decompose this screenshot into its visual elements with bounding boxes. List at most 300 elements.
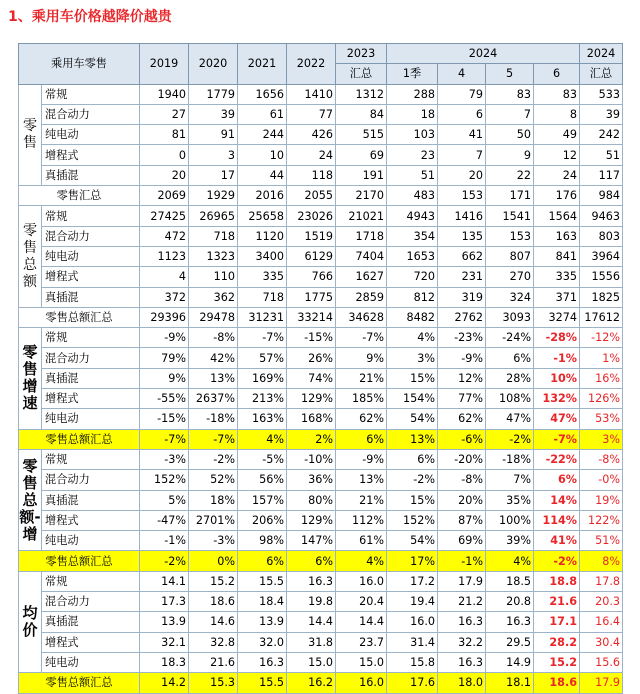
table-cell: -9% [336,449,387,469]
table-cell: 718 [189,226,238,246]
table-cell: 15.8 [387,652,438,672]
table-cell: 152% [140,470,189,490]
header-year: 2019 [140,44,189,85]
total-cell: 14.2 [140,673,189,693]
table-cell: 23026 [287,206,336,226]
table-cell: -28% [534,328,580,348]
total-row [19,551,623,571]
total-cell: 33214 [287,307,336,327]
table-cell: 718 [238,287,287,307]
table-cell: -1% [534,348,580,368]
table-cell: 1120 [238,226,287,246]
table-cell: 15.2 [189,571,238,591]
total-cell: 6% [336,429,387,449]
table-cell: 515 [336,125,387,145]
table-cell: 16% [580,368,623,388]
table-cell: 807 [486,246,534,266]
table-cell: 9% [140,368,189,388]
total-cell: 2069 [140,186,189,206]
table-cell: 152% [387,510,438,530]
table-cell: 44 [238,165,287,185]
row-label: 混合动力 [42,592,140,612]
total-cell: 3% [580,429,623,449]
table-cell: 371 [534,287,580,307]
total-cell: -6% [438,429,486,449]
table-cell: 168% [287,409,336,429]
table-cell: -5% [238,449,287,469]
table-cell: 87% [438,510,486,530]
table-cell: -0% [580,470,623,490]
table-cell: 15.5 [238,571,287,591]
table-row [19,531,623,551]
total-cell: 2170 [336,186,387,206]
total-cell: 2055 [287,186,336,206]
table-cell: 154% [387,389,438,409]
table-cell: -15% [287,328,336,348]
header-quarter: 1季 [387,64,438,84]
total-label: 零售总额汇总 [19,551,140,571]
total-cell: 2762 [438,307,486,327]
total-row [19,673,623,693]
total-cell: -1% [438,551,486,571]
table-cell: -3% [140,449,189,469]
row-label: 常规 [42,206,140,226]
table-cell: -18% [189,409,238,429]
table-cell: 1541 [486,206,534,226]
table-cell: 3964 [580,246,623,266]
header-corner: 乘用车零售 [19,44,140,85]
table-cell: 812 [387,287,438,307]
table-cell: 23.7 [336,632,387,652]
table-cell: 2701% [189,510,238,530]
table-row [19,84,623,104]
total-cell: 31231 [238,307,287,327]
table-cell: 28.2 [534,632,580,652]
table-cell: 57% [238,348,287,368]
table-row [19,510,623,530]
total-label: 零售总额汇总 [19,307,140,327]
table-cell: 21.2 [438,592,486,612]
header-summary-2024: 汇总 [580,64,623,84]
table-cell: 26965 [189,206,238,226]
table-cell: 270 [486,267,534,287]
table-cell: 32.8 [189,632,238,652]
table-row [19,368,623,388]
table-cell: 1123 [140,246,189,266]
table-cell: 132% [534,389,580,409]
header-year-2023: 2023 [336,44,387,64]
table-cell: 1556 [580,267,623,287]
table-cell: 21.6 [534,592,580,612]
table-cell: 1% [580,348,623,368]
table-cell: 7 [486,104,534,124]
table-cell: 32.0 [238,632,287,652]
row-label: 混合动力 [42,470,140,490]
table-cell: 7 [438,145,486,165]
table-cell: 62% [336,409,387,429]
row-label: 混合动力 [42,104,140,124]
total-cell: 171 [486,186,534,206]
table-row [19,145,623,165]
total-cell: -7% [534,429,580,449]
table-cell: 17.3 [140,592,189,612]
table-cell: 25658 [238,206,287,226]
header-month: 5 [486,64,534,84]
table-cell: 16.3 [238,652,287,672]
row-label: 真插混 [42,490,140,510]
table-cell: 18.5 [486,571,534,591]
table-cell: 42% [189,348,238,368]
table-cell: 15.6 [580,652,623,672]
table-cell: 21.6 [189,652,238,672]
row-label: 混合动力 [42,226,140,246]
table-cell: 1416 [438,206,486,226]
table-cell: 29.5 [486,632,534,652]
total-cell: 34628 [336,307,387,327]
table-row [19,470,623,490]
group-label: 均 价 [19,571,42,672]
table-cell: 185% [336,389,387,409]
total-cell: 18.0 [438,673,486,693]
row-label: 纯电动 [42,531,140,551]
total-cell: 15.5 [238,673,287,693]
table-row [19,612,623,632]
table-cell: 112% [336,510,387,530]
total-cell: 6% [287,551,336,571]
total-cell: 3274 [534,307,580,327]
table-cell: 108% [486,389,534,409]
total-cell: 8482 [387,307,438,327]
table-cell: 3400 [238,246,287,266]
table-cell: 17.2 [387,571,438,591]
table-cell: 27 [140,104,189,124]
total-cell: 3093 [486,307,534,327]
table-cell: 32.2 [438,632,486,652]
header-month: 4 [438,64,486,84]
table-cell: 472 [140,226,189,246]
table-cell: 47% [534,409,580,429]
table-cell: 18.8 [534,571,580,591]
row-label: 增程式 [42,145,140,165]
table-cell: 53% [580,409,623,429]
table-cell: 13% [336,470,387,490]
table-cell: 16.3 [438,612,486,632]
total-cell: -2% [140,551,189,571]
row-label: 真插混 [42,368,140,388]
table-cell: 18.6 [189,592,238,612]
table-cell: 1519 [287,226,336,246]
table-cell: 52% [189,470,238,490]
table-cell: 15% [387,368,438,388]
table-cell: 153 [486,226,534,246]
table-cell: 15.2 [534,652,580,672]
table-cell: 19.8 [287,592,336,612]
table-cell: 319 [438,287,486,307]
total-cell: 13% [387,429,438,449]
table-cell: 2637% [189,389,238,409]
row-label: 常规 [42,449,140,469]
table-cell: 662 [438,246,486,266]
total-cell: -7% [140,429,189,449]
table-cell: 84 [336,104,387,124]
table-cell: 1312 [336,84,387,104]
group-label: 零 售 [19,84,42,185]
table-cell: 129% [287,510,336,530]
total-label: 零售总额汇总 [19,673,140,693]
table-cell: 51 [580,145,623,165]
total-row [19,186,623,206]
total-cell: 17612 [580,307,623,327]
table-cell: 118 [287,165,336,185]
table-row [19,571,623,591]
total-cell: 17.9 [580,673,623,693]
table-cell: 83 [486,84,534,104]
table-cell: 354 [387,226,438,246]
row-label: 纯电动 [42,125,140,145]
total-cell: 153 [438,186,486,206]
table-cell: 129% [287,389,336,409]
table-cell: 14% [534,490,580,510]
table-cell: 24 [534,165,580,185]
total-cell: 8% [580,551,623,571]
table-cell: 50 [486,125,534,145]
row-label: 纯电动 [42,246,140,266]
table-cell: 0 [140,145,189,165]
table-cell: 103 [387,125,438,145]
table-cell: 13.9 [238,612,287,632]
table-cell: 26% [287,348,336,368]
total-cell: -2% [534,551,580,571]
table-cell: 841 [534,246,580,266]
total-cell: 29478 [189,307,238,327]
table-cell: 61% [336,531,387,551]
table-cell: 21021 [336,206,387,226]
table-cell: 14.4 [336,612,387,632]
row-label: 常规 [42,571,140,591]
row-label: 增程式 [42,632,140,652]
table-cell: 6129 [287,246,336,266]
table-cell: 1718 [336,226,387,246]
table-cell: 39 [189,104,238,124]
table-cell: 31.8 [287,632,336,652]
total-label: 零售汇总 [19,186,140,206]
total-cell: -2% [486,429,534,449]
table-cell: -10% [287,449,336,469]
table-cell: 288 [387,84,438,104]
table-cell: 91 [189,125,238,145]
table-cell: 10 [238,145,287,165]
table-cell: 6% [387,449,438,469]
total-cell: 176 [534,186,580,206]
table-cell: 147% [287,531,336,551]
table-cell: 1323 [189,246,238,266]
table-cell: 22 [486,165,534,185]
total-cell: 4% [238,429,287,449]
table-cell: 231 [438,267,486,287]
group-label: 零 售 总 额 [19,206,42,307]
table-cell: 362 [189,287,238,307]
table-cell: 9% [336,348,387,368]
table-cell: 4943 [387,206,438,226]
row-label: 增程式 [42,267,140,287]
row-label: 纯电动 [42,409,140,429]
table-cell: 12 [534,145,580,165]
table-cell: -8% [580,449,623,469]
table-cell: 163 [534,226,580,246]
table-cell: 213% [238,389,287,409]
table-cell: 14.9 [486,652,534,672]
table-cell: 14.6 [189,612,238,632]
table-cell: 15.0 [336,652,387,672]
table-row [19,165,623,185]
total-cell: -7% [189,429,238,449]
table-row [19,328,623,348]
table-cell: 83 [534,84,580,104]
table-cell: -12% [580,328,623,348]
row-label: 混合动力 [42,348,140,368]
header-year: 2020 [189,44,238,85]
table-cell: 9 [486,145,534,165]
total-row [19,429,623,449]
table-cell: 533 [580,84,623,104]
table-cell: 16.3 [438,652,486,672]
header-month: 6 [534,64,580,84]
table-cell: 20 [140,165,189,185]
table-cell: 32.1 [140,632,189,652]
table-cell: 36% [287,470,336,490]
table-cell: -24% [486,328,534,348]
table-row [19,449,623,469]
row-label: 纯电动 [42,652,140,672]
table-cell: 16.0 [387,612,438,632]
total-cell: 16.2 [287,673,336,693]
table-cell: 20.3 [580,592,623,612]
header-year: 2021 [238,44,287,85]
table-cell: 49 [534,125,580,145]
table-cell: 6 [438,104,486,124]
table-cell: 372 [140,287,189,307]
table-cell: 1775 [287,287,336,307]
total-cell: 17.6 [387,673,438,693]
table-cell: -20% [438,449,486,469]
table-cell: 17.8 [580,571,623,591]
table-cell: 39 [580,104,623,124]
table-cell: 16.4 [580,612,623,632]
table-cell: 17.1 [534,612,580,632]
table-cell: 335 [534,267,580,287]
table-row [19,490,623,510]
row-label: 真插混 [42,287,140,307]
table-cell: 122% [580,510,623,530]
sales-table [18,43,623,694]
table-cell: 1653 [387,246,438,266]
table-cell: 41 [438,125,486,145]
table-cell: -8% [438,470,486,490]
table-cell: 1564 [534,206,580,226]
table-cell: 19.4 [387,592,438,612]
table-row [19,389,623,409]
total-label: 零售总额汇总 [19,429,140,449]
table-cell: 18.4 [238,592,287,612]
table-cell: 24 [287,145,336,165]
total-cell: 29396 [140,307,189,327]
table-cell: 54% [387,409,438,429]
page-title: 1、乘用车价格越降价越贵 [8,9,172,25]
table-row [19,226,623,246]
table-cell: -2% [189,449,238,469]
row-label: 常规 [42,328,140,348]
header-year: 2022 [287,44,336,85]
table-cell: 117 [580,165,623,185]
table-cell: 74% [287,368,336,388]
table-cell: 77% [438,389,486,409]
table-cell: 17 [189,165,238,185]
total-cell: 6% [238,551,287,571]
table-cell: 20 [438,165,486,185]
table-cell: 4% [387,328,438,348]
table-cell: 163% [238,409,287,429]
table-cell: 13% [189,368,238,388]
table-cell: 56% [238,470,287,490]
table-cell: 7% [486,470,534,490]
table-cell: 31.4 [387,632,438,652]
table-cell: -7% [336,328,387,348]
table-cell: 1656 [238,84,287,104]
header-summary-2023: 汇总 [336,64,387,84]
table-cell: -22% [534,449,580,469]
table-cell: -18% [486,449,534,469]
table-cell: 81 [140,125,189,145]
header-year-2024: 2024 [387,44,580,64]
table-cell: 100% [486,510,534,530]
table-cell: 191 [336,165,387,185]
table-cell: 16.3 [486,612,534,632]
table-cell: -1% [140,531,189,551]
table-cell: 20.8 [486,592,534,612]
table-cell: 98% [238,531,287,551]
table-cell: 23 [387,145,438,165]
table-cell: 15% [387,490,438,510]
table-cell: 51 [387,165,438,185]
table-cell: 242 [580,125,623,145]
table-cell: 1940 [140,84,189,104]
table-cell: -15% [140,409,189,429]
table-cell: 41% [534,531,580,551]
table-cell: 3% [387,348,438,368]
table-cell: 18% [189,490,238,510]
table-cell: 16.0 [336,571,387,591]
total-cell: 1929 [189,186,238,206]
table-cell: -55% [140,389,189,409]
row-label: 增程式 [42,510,140,530]
table-cell: -23% [438,328,486,348]
total-cell: 984 [580,186,623,206]
table-row [19,409,623,429]
table-cell: 79 [438,84,486,104]
table-cell: 20% [438,490,486,510]
total-row [19,307,623,327]
total-cell: 18.1 [486,673,534,693]
table-row [19,348,623,368]
total-cell: 2% [287,429,336,449]
table-row [19,632,623,652]
table-cell: -8% [189,328,238,348]
table-cell: 206% [238,510,287,530]
table-cell: 157% [238,490,287,510]
table-cell: -9% [140,328,189,348]
table-row [19,104,623,124]
table-row [19,125,623,145]
